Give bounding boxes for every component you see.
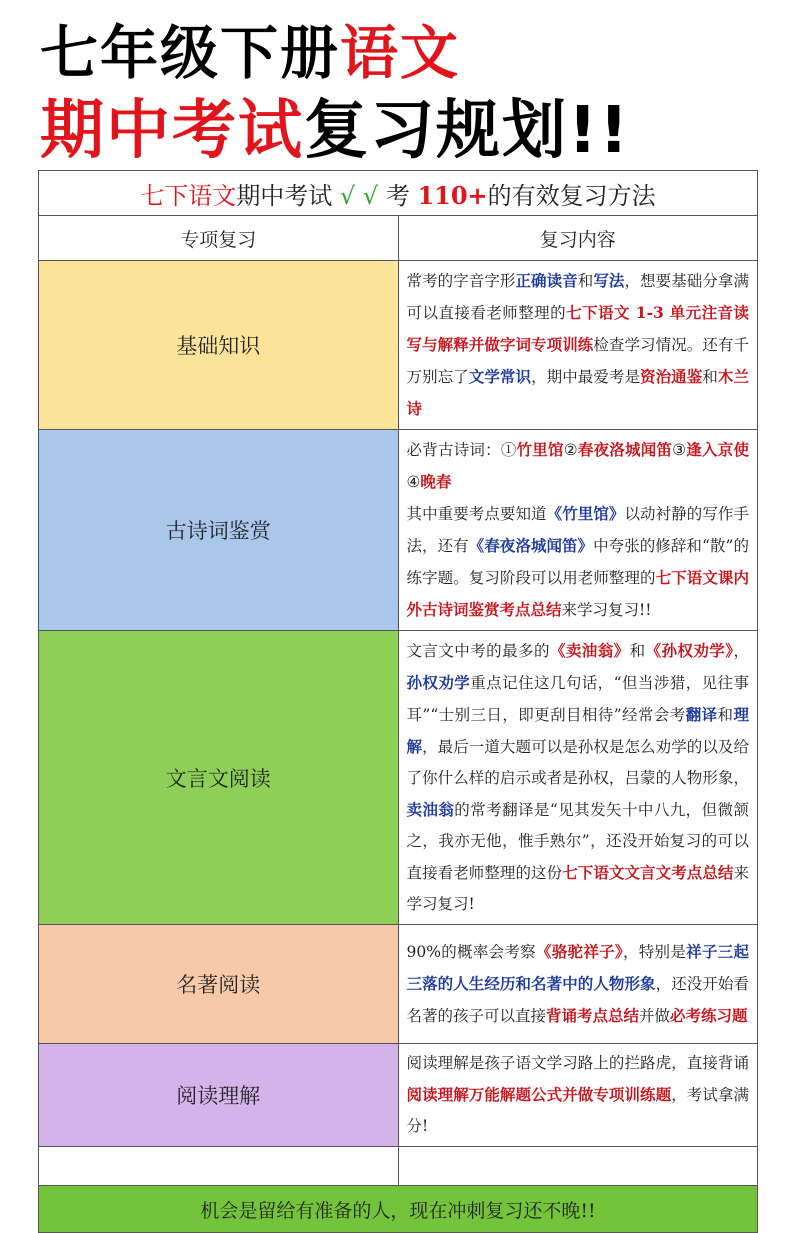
table-header (39, 171, 758, 216)
highlight-text: 背诵考点总结 (546, 1006, 640, 1025)
highlight-text: 七下语文课内外古诗词鉴赏考点总结 (406, 568, 749, 619)
content-text: ，还没开始看名著的孩子可以直接 (406, 975, 749, 1025)
content-text: 重点记住这几句话，“但当涉猎，见往事耳”“士别三日，即更刮目相待”经常会考 (406, 674, 749, 724)
content-text: 和 (702, 368, 718, 386)
check-marks-icon: √ √ (339, 181, 379, 210)
highlight-text: 木兰诗 (406, 367, 749, 418)
highlight-text: 孙权劝学 (406, 673, 471, 692)
score-text: 110+ (417, 180, 488, 210)
highlight-text: 《竹里馆》 (546, 504, 625, 523)
column-header-category: 专项复习 (39, 216, 399, 261)
content-text: ，期中最爱考是 (531, 368, 641, 386)
title-line-2 (40, 92, 780, 170)
title-line-1 (40, 18, 780, 88)
header-highlight: 七下语文 (140, 181, 237, 210)
highlight-text: 春夜洛城闻笛 (577, 440, 673, 459)
content-text: 来学习复习! (406, 864, 749, 913)
content-cell (398, 925, 758, 1044)
content-text: 中夸张的修辞和“散”的练字题。复习阶段可以用老师整理的 (406, 537, 749, 587)
content-text: 必背古诗词：① (406, 441, 517, 459)
title-highlight: 语文 (340, 19, 461, 87)
footer-row (39, 1186, 758, 1233)
highlight-text: 七下语文 1-3 单元注音读写与解释并做字词专项训练 (406, 303, 749, 354)
highlight-text: 理解 (406, 705, 749, 756)
highlight-text: 写法 (593, 271, 625, 290)
highlight-text: 资治通鉴 (640, 367, 703, 386)
highlight-text: 七下语文文言文考点总结 (562, 863, 734, 882)
content-cell (398, 430, 758, 631)
content-text: 以动衬静的写作手法，还有 (406, 505, 749, 555)
spacer-cell (398, 1147, 758, 1186)
highlight-text: 文学常识 (468, 367, 532, 386)
title-text: 复习规划!! (304, 94, 631, 168)
content-text: ， (733, 642, 749, 660)
content-text: ② (563, 441, 578, 459)
highlight-text: 正确读音 (515, 271, 578, 290)
spacer-cell (39, 1147, 399, 1186)
content-text: 文言文中考的最多的 (406, 642, 550, 660)
highlight-text: 晚春 (420, 472, 452, 491)
highlight-text: 逢入京使 (686, 440, 749, 459)
header-text: 的有效复习方法 (487, 181, 656, 210)
table-row (39, 430, 758, 631)
content-text: 其中重要考点要知道 (406, 505, 547, 523)
highlight-text: 卖油翁 (406, 800, 455, 819)
content-text: 的常考翻译是“见其发矢十中八九，但微颔之，我亦无他，惟手熟尔”，还没开始复习的可以直接看老师整理的这份 (406, 801, 749, 882)
header-text: 期中考试 (236, 181, 333, 210)
content-text: 和 (717, 706, 734, 724)
review-plan-table (38, 170, 758, 1233)
content-text: 常考的字音字形 (406, 272, 516, 290)
table-header-row (39, 171, 758, 216)
content-text: ，想要基础分拿满可以直接看老师整理的 (406, 272, 749, 322)
table-row (39, 631, 758, 925)
content-text: 阅读理解是孩子语文学习路上的拦路虎，直接背诵 (406, 1054, 749, 1072)
highlight-text: 《孙权劝学》 (645, 641, 734, 660)
content-text: 和 (577, 272, 594, 290)
content-text: ，特别是 (622, 943, 687, 961)
content-text: ，考试拿满分! (406, 1086, 749, 1135)
highlight-text: 竹里馆 (516, 440, 564, 459)
content-text: 检查学习情况。还有千万别忘了 (406, 336, 749, 386)
title-text: 七年级下册 (40, 19, 341, 87)
content-cell (398, 261, 758, 430)
spacer-row (39, 1147, 758, 1186)
table-row (39, 925, 758, 1044)
category-cell: 文言文阅读 (39, 631, 399, 925)
column-header-content: 复习内容 (398, 216, 758, 261)
footer-slogan: 机会是留给有准备的人，现在冲刺复习还不晚!! (39, 1186, 758, 1233)
highlight-text: 阅读理解万能解题公式并做专项训练题 (406, 1085, 672, 1104)
content-text: ④ (406, 473, 421, 491)
highlight-text: 《骆驼祥子》 (535, 942, 623, 961)
content-text: 和 (629, 642, 646, 660)
column-header-row (39, 216, 758, 261)
category-cell: 阅读理解 (39, 1044, 399, 1147)
highlight-text: 祥子三起三落的人生经历和名著中的人物形象 (406, 942, 749, 993)
highlight-text: 《卖油翁》 (549, 641, 630, 660)
content-text: 来学习复习!! (561, 601, 652, 619)
page-title (40, 18, 780, 170)
title-highlight: 期中考试 (40, 94, 304, 168)
content-cell (398, 631, 758, 925)
category-cell: 古诗词鉴赏 (39, 430, 399, 631)
category-cell: 基础知识 (39, 261, 399, 430)
header-text: 考 (385, 181, 418, 210)
highlight-text: 《春夜洛城闻笛》 (468, 536, 594, 555)
table-row (39, 261, 758, 430)
content-text: ③ (672, 441, 687, 459)
highlight-text: 翻译 (685, 705, 718, 724)
content-text: ，最后一道大题可以是孙权是怎么劝学的以及给了你什么样的启示或者是孙权，吕蒙的人物形象， (406, 738, 749, 787)
highlight-text: 必考练习题 (670, 1006, 748, 1025)
content-text: 90%的概率会考察 (406, 943, 536, 961)
content-text: 并做 (639, 1007, 671, 1025)
category-cell: 名著阅读 (39, 925, 399, 1044)
